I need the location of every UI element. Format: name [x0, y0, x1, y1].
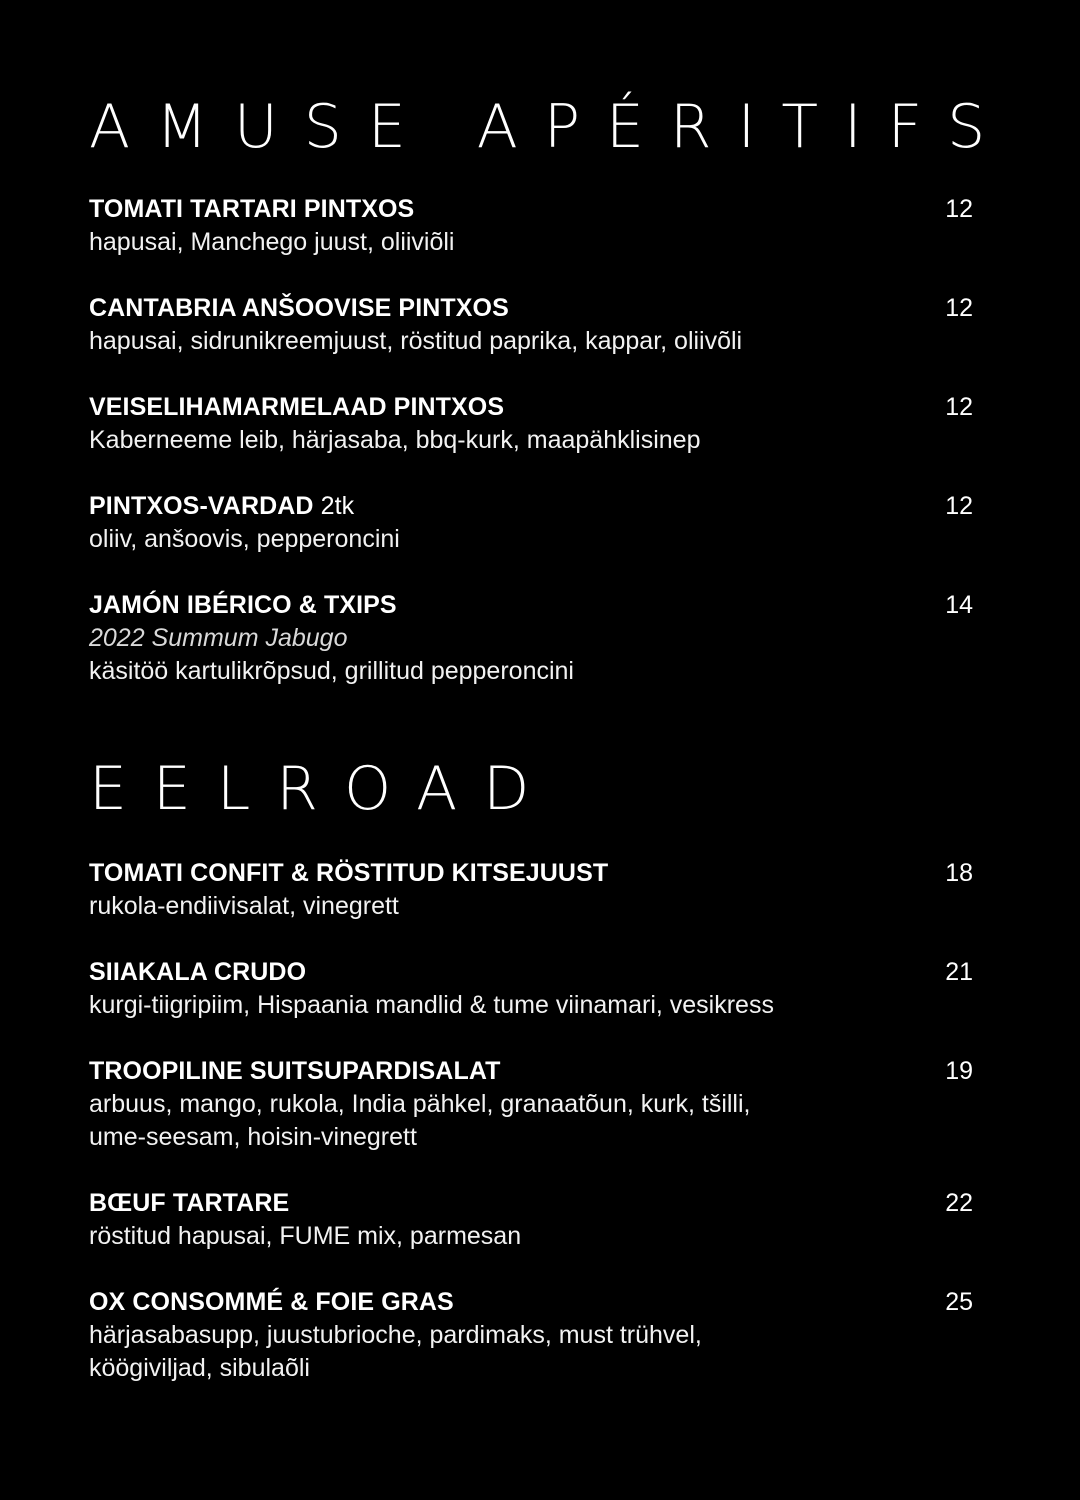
item-description: hapusai, Manchego juust, oliiviõli [89, 228, 455, 256]
item-price: 18 [945, 859, 973, 887]
item-description: röstitud hapusai, FUME mix, parmesan [89, 1222, 522, 1250]
item-name: JAMÓN IBÉRICO & TXIPS [89, 591, 397, 619]
menu-item [89, 1055, 973, 1154]
item-name: TOMATI TARTARI PINTXOS [89, 195, 415, 223]
item-price: 12 [945, 393, 973, 421]
menu-item [89, 857, 973, 923]
item-price: 22 [945, 1189, 973, 1217]
item-name: OX CONSOMMÉ & FOIE GRAS [89, 1288, 454, 1316]
item-description: hapusai, sidrunikreemjuust, röstitud paprika, kappar, oliivõli [89, 327, 743, 355]
menu-item [89, 1286, 973, 1385]
item-name: SIIAKALA CRUDO [89, 958, 307, 986]
item-price: 25 [945, 1288, 973, 1316]
menu-item [89, 1187, 973, 1253]
menu-item [89, 292, 973, 358]
item-description: kurgi-tiigripiim, Hispaania mandlid & tume viinamari, vesikress [89, 991, 774, 1019]
item-description: oliiv, anšoovis, pepperoncini [89, 525, 400, 553]
section-title-eelroad: EELROAD [89, 754, 556, 824]
menu-item [89, 589, 973, 688]
item-name: CANTABRIA ANŠOOVISE PINTXOS [89, 294, 509, 322]
item-price: 12 [945, 492, 973, 520]
menu-item [89, 391, 973, 457]
item-name: PINTXOS-VARDAD 2tk [89, 492, 355, 520]
item-name: BŒUF TARTARE [89, 1189, 290, 1217]
item-price: 21 [945, 958, 973, 986]
menu-page [89, 0, 1012, 1418]
item-description: ume-seesam, hoisin-vinegrett [89, 1123, 417, 1151]
item-description: rukola-endiivisalat, vinegrett [89, 892, 399, 920]
item-quantity: 2tk [313, 492, 355, 520]
item-vintage: 2022 Summum Jabugo [89, 624, 348, 652]
item-price: 19 [945, 1057, 973, 1085]
menu-item [89, 193, 973, 259]
item-description: arbuus, mango, rukola, India pähkel, granaatõun, kurk, tšilli, [89, 1090, 751, 1118]
item-description: härjasabasupp, juustubrioche, pardimaks, must trühvel, [89, 1321, 702, 1349]
item-description: Kaberneeme leib, härjasaba, bbq-kurk, maapähklisinep [89, 426, 701, 454]
section-title-amuse-aperitifs: AMUSE APÉRITIFS [89, 92, 1012, 162]
item-description: köögiviljad, sibulaõli [89, 1354, 310, 1382]
menu-item [89, 956, 973, 1022]
item-price: 14 [945, 591, 973, 619]
item-name: TROOPILINE SUITSUPARDISALAT [89, 1057, 501, 1085]
item-price: 12 [945, 294, 973, 322]
item-name: TOMATI CONFIT & RÖSTITUD KITSEJUUST [89, 859, 609, 887]
menu-item [89, 490, 973, 556]
item-description: käsitöö kartulikrõpsud, grillitud pepperoncini [89, 657, 574, 685]
item-name: VEISELIHAMARMELAAD PINTXOS [89, 393, 505, 421]
item-price: 12 [945, 195, 973, 223]
